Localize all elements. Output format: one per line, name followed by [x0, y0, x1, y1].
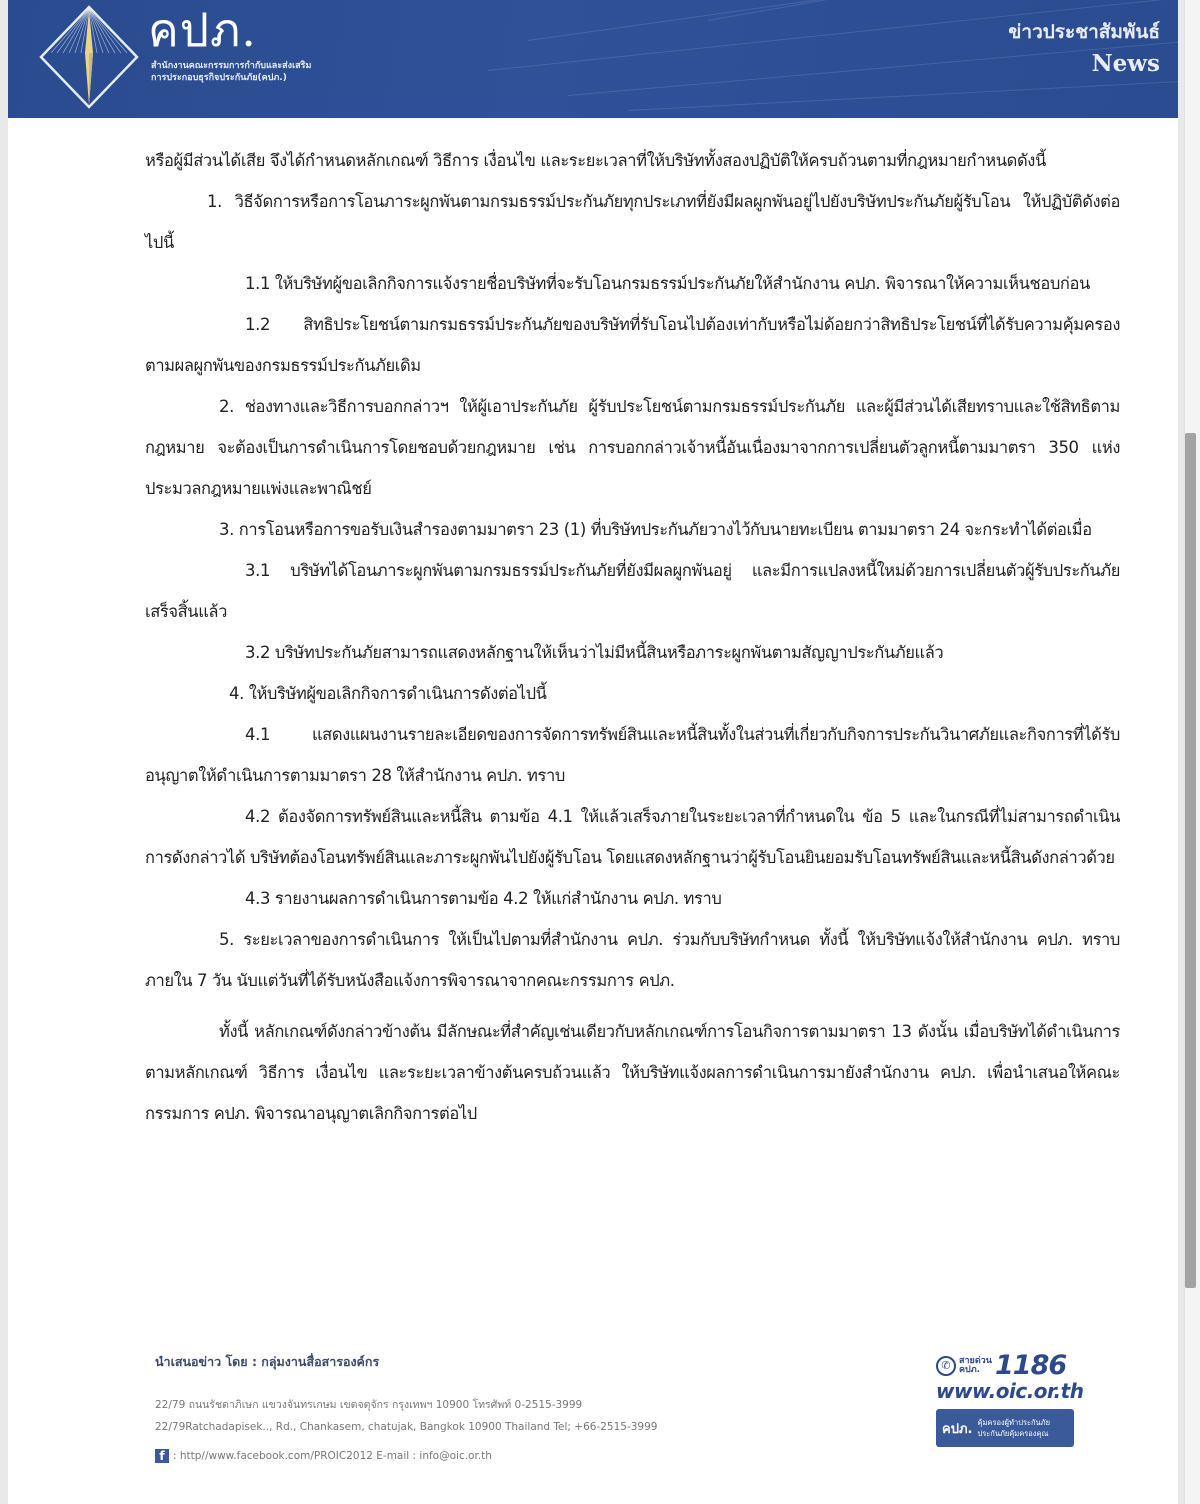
paragraph-conclusion: ทั้งนี้ หลักเกณฑ์ดังกล่าวข้างต้น มีลักษณะที่สำคัญเช่นเดียวกับหลักเกณฑ์การโอนกิจการตามมาตรา 13 ดังนั้น เมื่อบริษัทได้ดำเนินการตามหลักเกณฑ์ วิธีการ เงื่อนไข และระยะเวลาข้างต้นครบถ้วนแล้ว ให้บริษัทแจ้งผลการดำเนินการมายังสำนักงาน คปภ. เพื่อนำเสนอให้คณะกรรมการ คปภ. พิจารณาอนุญาตเลิกกิจการต่อไป: [145, 1022, 1120, 1123]
website-link[interactable]: www.oic.or.th: [936, 1379, 1084, 1403]
scrollbar-thumb[interactable]: [1185, 433, 1196, 1288]
paragraph-item-1-1: 1.1 ให้บริษัทผู้ขอเลิกกิจการแจ้งรายชื่อบริษัทที่จะรับโอนกรมธรรม์ประกันภัยให้สำนักงาน คปภ. พิจารณาให้ความเห็นชอบก่อน: [245, 274, 1090, 293]
logo-subtitle-line-2: การประกอบธุรกิจประกันภัย(คปภ.): [151, 73, 287, 83]
oic-badge: [936, 1409, 1074, 1447]
banner-title-english: News: [1091, 50, 1160, 77]
paragraph-item-1: 1. วิธีจัดการหรือการโอนภาระผูกพันตามกรมธรรม์ประกันภัยทุกประเภทที่ยังมีผลผูกพันอยู่ไปยังบริษัทประกันภัยผู้รับโอน ให้ปฏิบัติดังต่อไปนี้: [145, 192, 1120, 252]
banner-title: [1008, 18, 1160, 80]
paragraph-item-5: 5. ระยะเวลาของการดำเนินการ ให้เป็นไปตามที่สำนักงาน คปภ. ร่วมกับบริษัทกำหนด ทั้งนี้ ให้บริษัทแจ้งให้สำนักงาน คปภ. ทราบภายใน 7 วัน นับแต่วันที่ได้รับหนังสือแจ้งการพิจารณาจากคณะกรรมการ คปภ.: [145, 930, 1120, 990]
paragraph-item-4: 4. ให้บริษัทผู้ขอเลิกกิจการดำเนินการดังต่อไปนี้: [229, 684, 547, 703]
hotline-number: 1186: [995, 1350, 1067, 1381]
hotline-label: สายด่วน คปภ.: [959, 1355, 992, 1375]
address-english: 22/79Ratchadapisek.., Rd., Chankasem, chatujak, Bangkok 10900 Thailand Tel; +66-2515-3999: [155, 1421, 658, 1433]
facebook-icon[interactable]: f: [155, 1449, 169, 1463]
address-thai: 22/79 ถนนรัชดาภิเษก แขวงจันทรเกษม เขตจตุจักร กรุงเทพฯ 10900 โทรศัพท์ 0-2515-3999: [155, 1399, 583, 1411]
contact-line: [155, 1449, 492, 1463]
banner-title-thai: ข่าวประชาสัมพันธ์: [1008, 21, 1160, 43]
contact-links[interactable]: : http//www.facebook.com/PROIC2012 E-mail : info@oic.or.th: [173, 1450, 492, 1462]
document-page: [8, 0, 1178, 1504]
phone-icon: ✆: [936, 1356, 956, 1376]
header-banner: [8, 0, 1178, 118]
paragraph-item-3-1: 3.1 บริษัทได้โอนภาระผูกพันตามกรมธรรม์ประกันภัยที่ยังมีผลผูกพันอยู่ และมีการแปลงหนี้ใหม่ด้วยการเปลี่ยนตัวผู้รับประกันภัยเสร็จสิ้นแล้ว: [145, 561, 1120, 621]
hotline-logo: [936, 1350, 1084, 1447]
badge-tagline: คุ้มครองผู้ทำประกันภัย ประกันภัยคุ้มครองคุณ: [977, 1418, 1051, 1438]
oic-logo-icon: [37, 5, 141, 109]
article-body: [145, 140, 1120, 1134]
logo-subtitle: [151, 60, 311, 84]
logo-wordmark: คปภ.: [148, 3, 257, 57]
badge-mark: คปภ.: [942, 1421, 973, 1437]
presented-by: นำเสนอข่าว โดย : กลุ่มงานสื่อสารองค์กร: [155, 1354, 380, 1369]
paragraph-item-3: 3. การโอนหรือการขอรับเงินสำรองตามมาตรา 23 (1) ที่บริษัทประกันภัยวางไว้กับนายทะเบียน ตามมาตรา 24 จะกระทำได้ต่อเมื่อ: [219, 520, 1092, 539]
paragraph-item-2: 2. ช่องทางและวิธีการบอกกล่าวฯ ให้ผู้เอาประกันภัย ผู้รับประโยชน์ตามกรมธรรม์ประกันภัย และผู้มีส่วนได้เสียทราบและใช้สิทธิตามกฎหมาย จะต้องเป็นการดำเนินการโดยชอบด้วยกฎหมาย เช่น การบอกกล่าวเจ้าหนี้อันเนื่องมาจากการเปลี่ยนตัวลูกหนี้ตามมาตรา 350 แห่งประมวลกฎหมายแพ่งและพาณิชย์: [145, 397, 1120, 498]
paragraph-item-4-2: 4.2 ต้องจัดการทรัพย์สินและหนี้สิน ตามข้อ 4.1 ให้แล้วเสร็จภายในระยะเวลาที่กำหนดใน ข้อ 5 และในกรณีที่ไม่สามารถดำเนินการดังกล่าวได้ บริษัทต้องโอนทรัพย์สินและภาระผูกพันไปยังผู้รับโอน โดยแสดงหลักฐานว่าผู้รับโอนยินยอมรับโอนทรัพย์สินและหนี้สินดังกล่าวด้วย: [145, 807, 1120, 867]
paragraph-item-4-1: 4.1 แสดงแผนงานรายละเอียดของการจัดการทรัพย์สินและหนี้สินทั้งในส่วนที่เกี่ยวกับกิจการประกันวินาศภัยและกิจการที่ได้รับอนุญาตให้ดำเนินการตามมาตรา 28 ให้สำนักงาน คปภ. ทราบ: [145, 725, 1120, 785]
paragraph-item-3-2: 3.2 บริษัทประกันภัยสามารถแสดงหลักฐานให้เห็นว่าไม่มีหนี้สินหรือภาระผูกพันตามสัญญาประกันภัยแล้ว: [245, 643, 944, 662]
paragraph-item-1-2: 1.2 สิทธิประโยชน์ตามกรมธรรม์ประกันภัยของบริษัทที่รับโอนไปต้องเท่ากับหรือไม่ด้อยกว่าสิทธิประโยชน์ที่ได้รับความคุ้มครองตามผลผูกพันของกรมธรรม์ประกันภัยเดิม: [145, 315, 1120, 375]
paragraph-intro: หรือผู้มีส่วนได้เสีย จึงได้กำหนดหลักเกณฑ์ วิธีการ เงื่อนไข และระยะเวลาที่ให้บริษัททั้งสองปฏิบัติให้ครบถ้วนตามที่กฎหมายกำหนดดังนี้: [145, 151, 1046, 170]
logo-subtitle-line-1: สำนักงานคณะกรรมการกำกับและส่งเสริม: [151, 61, 312, 71]
paragraph-item-4-3: 4.3 รายงานผลการดำเนินการตามข้อ 4.2 ให้แก่สำนักงาน คปภ. ทราบ: [245, 889, 722, 908]
